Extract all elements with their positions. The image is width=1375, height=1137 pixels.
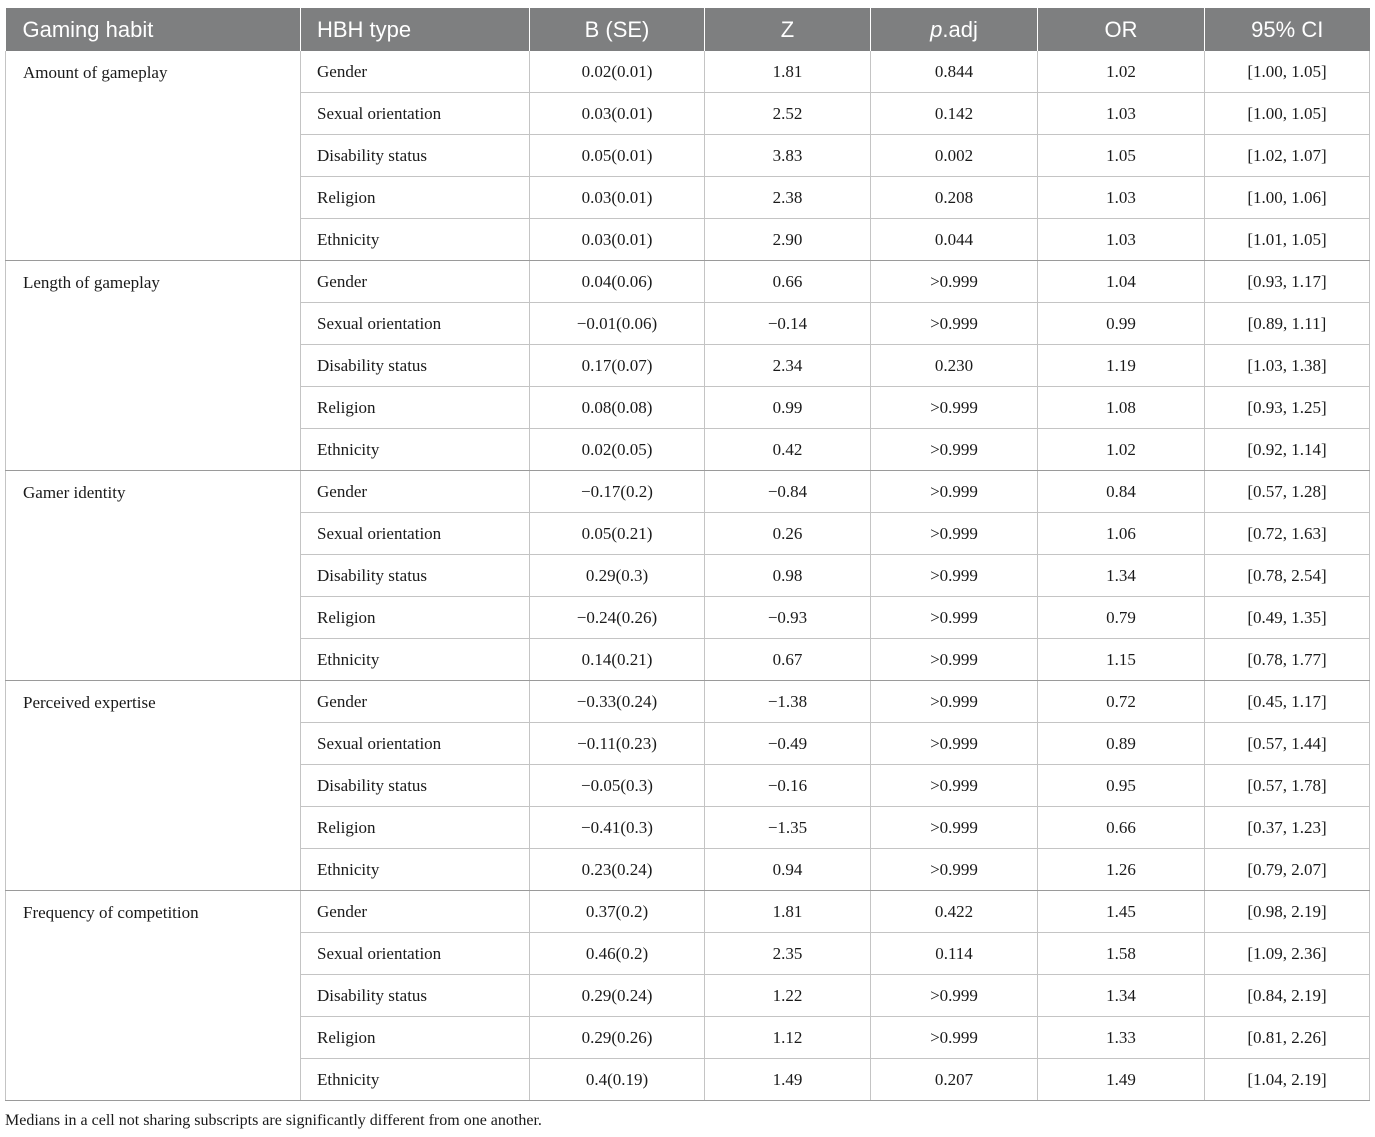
or-cell: 1.04 <box>1038 261 1205 303</box>
or-cell: 1.06 <box>1038 513 1205 555</box>
table-row <box>6 891 1370 933</box>
b-se-cell: 0.14(0.21) <box>530 639 705 681</box>
z-cell: 2.34 <box>705 345 871 387</box>
hbh-type-cell: Sexual orientation <box>301 93 530 135</box>
b-se-cell: 0.03(0.01) <box>530 93 705 135</box>
col-header-or: OR <box>1038 8 1205 51</box>
hbh-type-cell: Religion <box>301 387 530 429</box>
or-cell: 0.95 <box>1038 765 1205 807</box>
ci-cell: [0.78, 1.77] <box>1205 639 1370 681</box>
or-cell: 1.45 <box>1038 891 1205 933</box>
p-adj-cell: >0.999 <box>871 681 1038 723</box>
z-cell: 3.83 <box>705 135 871 177</box>
p-adj-cell: >0.999 <box>871 387 1038 429</box>
hbh-type-cell: Sexual orientation <box>301 723 530 765</box>
b-se-cell: −0.01(0.06) <box>530 303 705 345</box>
b-se-cell: −0.05(0.3) <box>530 765 705 807</box>
gaming-habit-cell: Amount of gameplay <box>6 51 301 261</box>
col-header-hbh-type: HBH type <box>301 8 530 51</box>
or-cell: 0.89 <box>1038 723 1205 765</box>
z-cell: 1.12 <box>705 1017 871 1059</box>
ci-cell: [0.84, 2.19] <box>1205 975 1370 1017</box>
p-adj-cell: 0.422 <box>871 891 1038 933</box>
z-cell: −0.84 <box>705 471 871 513</box>
p-adj-cell: >0.999 <box>871 1017 1038 1059</box>
ci-cell: [0.81, 2.26] <box>1205 1017 1370 1059</box>
p-adj-cell: >0.999 <box>871 261 1038 303</box>
z-cell: −1.35 <box>705 807 871 849</box>
table-body <box>6 51 1370 1101</box>
ci-cell: [1.01, 1.05] <box>1205 219 1370 261</box>
ci-cell: [0.89, 1.11] <box>1205 303 1370 345</box>
z-cell: 2.90 <box>705 219 871 261</box>
table-row <box>6 471 1370 513</box>
or-cell: 1.34 <box>1038 555 1205 597</box>
b-se-cell: 0.29(0.26) <box>530 1017 705 1059</box>
or-cell: 1.03 <box>1038 93 1205 135</box>
b-se-cell: −0.41(0.3) <box>530 807 705 849</box>
or-cell: 1.03 <box>1038 177 1205 219</box>
z-cell: 0.42 <box>705 429 871 471</box>
hbh-type-cell: Gender <box>301 51 530 93</box>
p-adj-cell: >0.999 <box>871 639 1038 681</box>
hbh-type-cell: Disability status <box>301 765 530 807</box>
or-cell: 1.49 <box>1038 1059 1205 1101</box>
b-se-cell: 0.08(0.08) <box>530 387 705 429</box>
ci-cell: [0.57, 1.44] <box>1205 723 1370 765</box>
p-adj-cell: 0.844 <box>871 51 1038 93</box>
b-se-cell: −0.11(0.23) <box>530 723 705 765</box>
ci-cell: [0.49, 1.35] <box>1205 597 1370 639</box>
z-cell: 2.38 <box>705 177 871 219</box>
ci-cell: [1.03, 1.38] <box>1205 345 1370 387</box>
p-adj-cell: 0.142 <box>871 93 1038 135</box>
hbh-type-cell: Ethnicity <box>301 429 530 471</box>
z-cell: 0.66 <box>705 261 871 303</box>
z-cell: −0.93 <box>705 597 871 639</box>
z-cell: 1.81 <box>705 51 871 93</box>
ci-cell: [1.02, 1.07] <box>1205 135 1370 177</box>
table-row <box>6 681 1370 723</box>
or-cell: 1.58 <box>1038 933 1205 975</box>
b-se-cell: 0.46(0.2) <box>530 933 705 975</box>
or-cell: 1.03 <box>1038 219 1205 261</box>
ci-cell: [0.37, 1.23] <box>1205 807 1370 849</box>
z-cell: 2.35 <box>705 933 871 975</box>
z-cell: 1.49 <box>705 1059 871 1101</box>
p-adj-cell: >0.999 <box>871 471 1038 513</box>
b-se-cell: 0.04(0.06) <box>530 261 705 303</box>
z-cell: 1.22 <box>705 975 871 1017</box>
ci-cell: [0.98, 2.19] <box>1205 891 1370 933</box>
or-cell: 1.33 <box>1038 1017 1205 1059</box>
ci-cell: [0.93, 1.17] <box>1205 261 1370 303</box>
ci-cell: [0.78, 2.54] <box>1205 555 1370 597</box>
hbh-type-cell: Religion <box>301 1017 530 1059</box>
hbh-type-cell: Gender <box>301 261 530 303</box>
p-adj-cell: 0.044 <box>871 219 1038 261</box>
hbh-type-cell: Disability status <box>301 345 530 387</box>
col-header-b-se: B (SE) <box>530 8 705 51</box>
b-se-cell: 0.02(0.01) <box>530 51 705 93</box>
p-adj-cell: >0.999 <box>871 975 1038 1017</box>
or-cell: 0.72 <box>1038 681 1205 723</box>
ci-cell: [1.00, 1.05] <box>1205 51 1370 93</box>
p-adj-cell: 0.230 <box>871 345 1038 387</box>
or-cell: 1.08 <box>1038 387 1205 429</box>
b-se-cell: −0.33(0.24) <box>530 681 705 723</box>
p-adj-cell: >0.999 <box>871 597 1038 639</box>
or-cell: 0.66 <box>1038 807 1205 849</box>
or-cell: 1.05 <box>1038 135 1205 177</box>
gaming-habit-cell: Perceived expertise <box>6 681 301 891</box>
hbh-type-cell: Ethnicity <box>301 849 530 891</box>
gaming-habit-cell: Gamer identity <box>6 471 301 681</box>
p-adj-cell: 0.002 <box>871 135 1038 177</box>
p-italic: p <box>930 16 943 42</box>
p-adj-cell: 0.208 <box>871 177 1038 219</box>
b-se-cell: 0.23(0.24) <box>530 849 705 891</box>
b-se-cell: 0.37(0.2) <box>530 891 705 933</box>
ci-cell: [1.04, 2.19] <box>1205 1059 1370 1101</box>
z-cell: −0.49 <box>705 723 871 765</box>
hbh-type-cell: Religion <box>301 177 530 219</box>
z-cell: −0.16 <box>705 765 871 807</box>
hbh-type-cell: Religion <box>301 597 530 639</box>
p-adj-cell: 0.207 <box>871 1059 1038 1101</box>
ci-cell: [1.00, 1.06] <box>1205 177 1370 219</box>
hbh-type-cell: Gender <box>301 891 530 933</box>
b-se-cell: 0.02(0.05) <box>530 429 705 471</box>
b-se-cell: 0.29(0.3) <box>530 555 705 597</box>
z-cell: −1.38 <box>705 681 871 723</box>
table-row <box>6 51 1370 93</box>
gaming-habit-cell: Frequency of competition <box>6 891 301 1101</box>
hbh-type-cell: Sexual orientation <box>301 513 530 555</box>
z-cell: 1.81 <box>705 891 871 933</box>
z-cell: 0.98 <box>705 555 871 597</box>
hbh-type-cell: Religion <box>301 807 530 849</box>
ci-cell: [0.93, 1.25] <box>1205 387 1370 429</box>
b-se-cell: 0.05(0.21) <box>530 513 705 555</box>
z-cell: 0.94 <box>705 849 871 891</box>
hbh-type-cell: Ethnicity <box>301 639 530 681</box>
ci-cell: [0.72, 1.63] <box>1205 513 1370 555</box>
b-se-cell: 0.05(0.01) <box>530 135 705 177</box>
p-adj-cell: >0.999 <box>871 807 1038 849</box>
table-footnote: Medians in a cell not sharing subscripts are significantly different from one another. <box>5 1112 542 1129</box>
or-cell: 1.15 <box>1038 639 1205 681</box>
ci-cell: [0.57, 1.78] <box>1205 765 1370 807</box>
ci-cell: [1.00, 1.05] <box>1205 93 1370 135</box>
hbh-type-cell: Sexual orientation <box>301 303 530 345</box>
ci-cell: [0.92, 1.14] <box>1205 429 1370 471</box>
z-cell: 2.52 <box>705 93 871 135</box>
table-row <box>6 261 1370 303</box>
or-cell: 0.79 <box>1038 597 1205 639</box>
or-cell: 1.02 <box>1038 51 1205 93</box>
or-cell: 1.02 <box>1038 429 1205 471</box>
p-adj-cell: 0.114 <box>871 933 1038 975</box>
or-cell: 1.19 <box>1038 345 1205 387</box>
p-adj-cell: >0.999 <box>871 849 1038 891</box>
b-se-cell: 0.4(0.19) <box>530 1059 705 1101</box>
z-cell: 0.99 <box>705 387 871 429</box>
b-se-cell: −0.17(0.2) <box>530 471 705 513</box>
col-header-z: Z <box>705 8 871 51</box>
hbh-type-cell: Ethnicity <box>301 1059 530 1101</box>
results-table <box>5 8 1370 1101</box>
hbh-type-cell: Ethnicity <box>301 219 530 261</box>
ci-cell: [0.79, 2.07] <box>1205 849 1370 891</box>
p-adj-cell: >0.999 <box>871 765 1038 807</box>
hbh-type-cell: Gender <box>301 471 530 513</box>
b-se-cell: 0.03(0.01) <box>530 177 705 219</box>
p-adj-cell: >0.999 <box>871 303 1038 345</box>
hbh-type-cell: Disability status <box>301 135 530 177</box>
or-cell: 1.26 <box>1038 849 1205 891</box>
b-se-cell: −0.24(0.26) <box>530 597 705 639</box>
b-se-cell: 0.03(0.01) <box>530 219 705 261</box>
p-adj-cell: >0.999 <box>871 429 1038 471</box>
header-row <box>6 8 1370 51</box>
col-header-gaming-habit: Gaming habit <box>6 8 301 51</box>
ci-cell: [1.09, 2.36] <box>1205 933 1370 975</box>
results-table-container <box>5 8 1369 1101</box>
col-header-p-adj: p.adj <box>871 8 1038 51</box>
hbh-type-cell: Disability status <box>301 975 530 1017</box>
z-cell: −0.14 <box>705 303 871 345</box>
hbh-type-cell: Sexual orientation <box>301 933 530 975</box>
hbh-type-cell: Disability status <box>301 555 530 597</box>
or-cell: 0.99 <box>1038 303 1205 345</box>
z-cell: 0.67 <box>705 639 871 681</box>
b-se-cell: 0.29(0.24) <box>530 975 705 1017</box>
or-cell: 1.34 <box>1038 975 1205 1017</box>
b-se-cell: 0.17(0.07) <box>530 345 705 387</box>
hbh-type-cell: Gender <box>301 681 530 723</box>
ci-cell: [0.45, 1.17] <box>1205 681 1370 723</box>
col-header-ci: 95% CI <box>1205 8 1370 51</box>
z-cell: 0.26 <box>705 513 871 555</box>
or-cell: 0.84 <box>1038 471 1205 513</box>
p-adj-cell: >0.999 <box>871 723 1038 765</box>
p-adj-cell: >0.999 <box>871 513 1038 555</box>
gaming-habit-cell: Length of gameplay <box>6 261 301 471</box>
p-adj-cell: >0.999 <box>871 555 1038 597</box>
ci-cell: [0.57, 1.28] <box>1205 471 1370 513</box>
